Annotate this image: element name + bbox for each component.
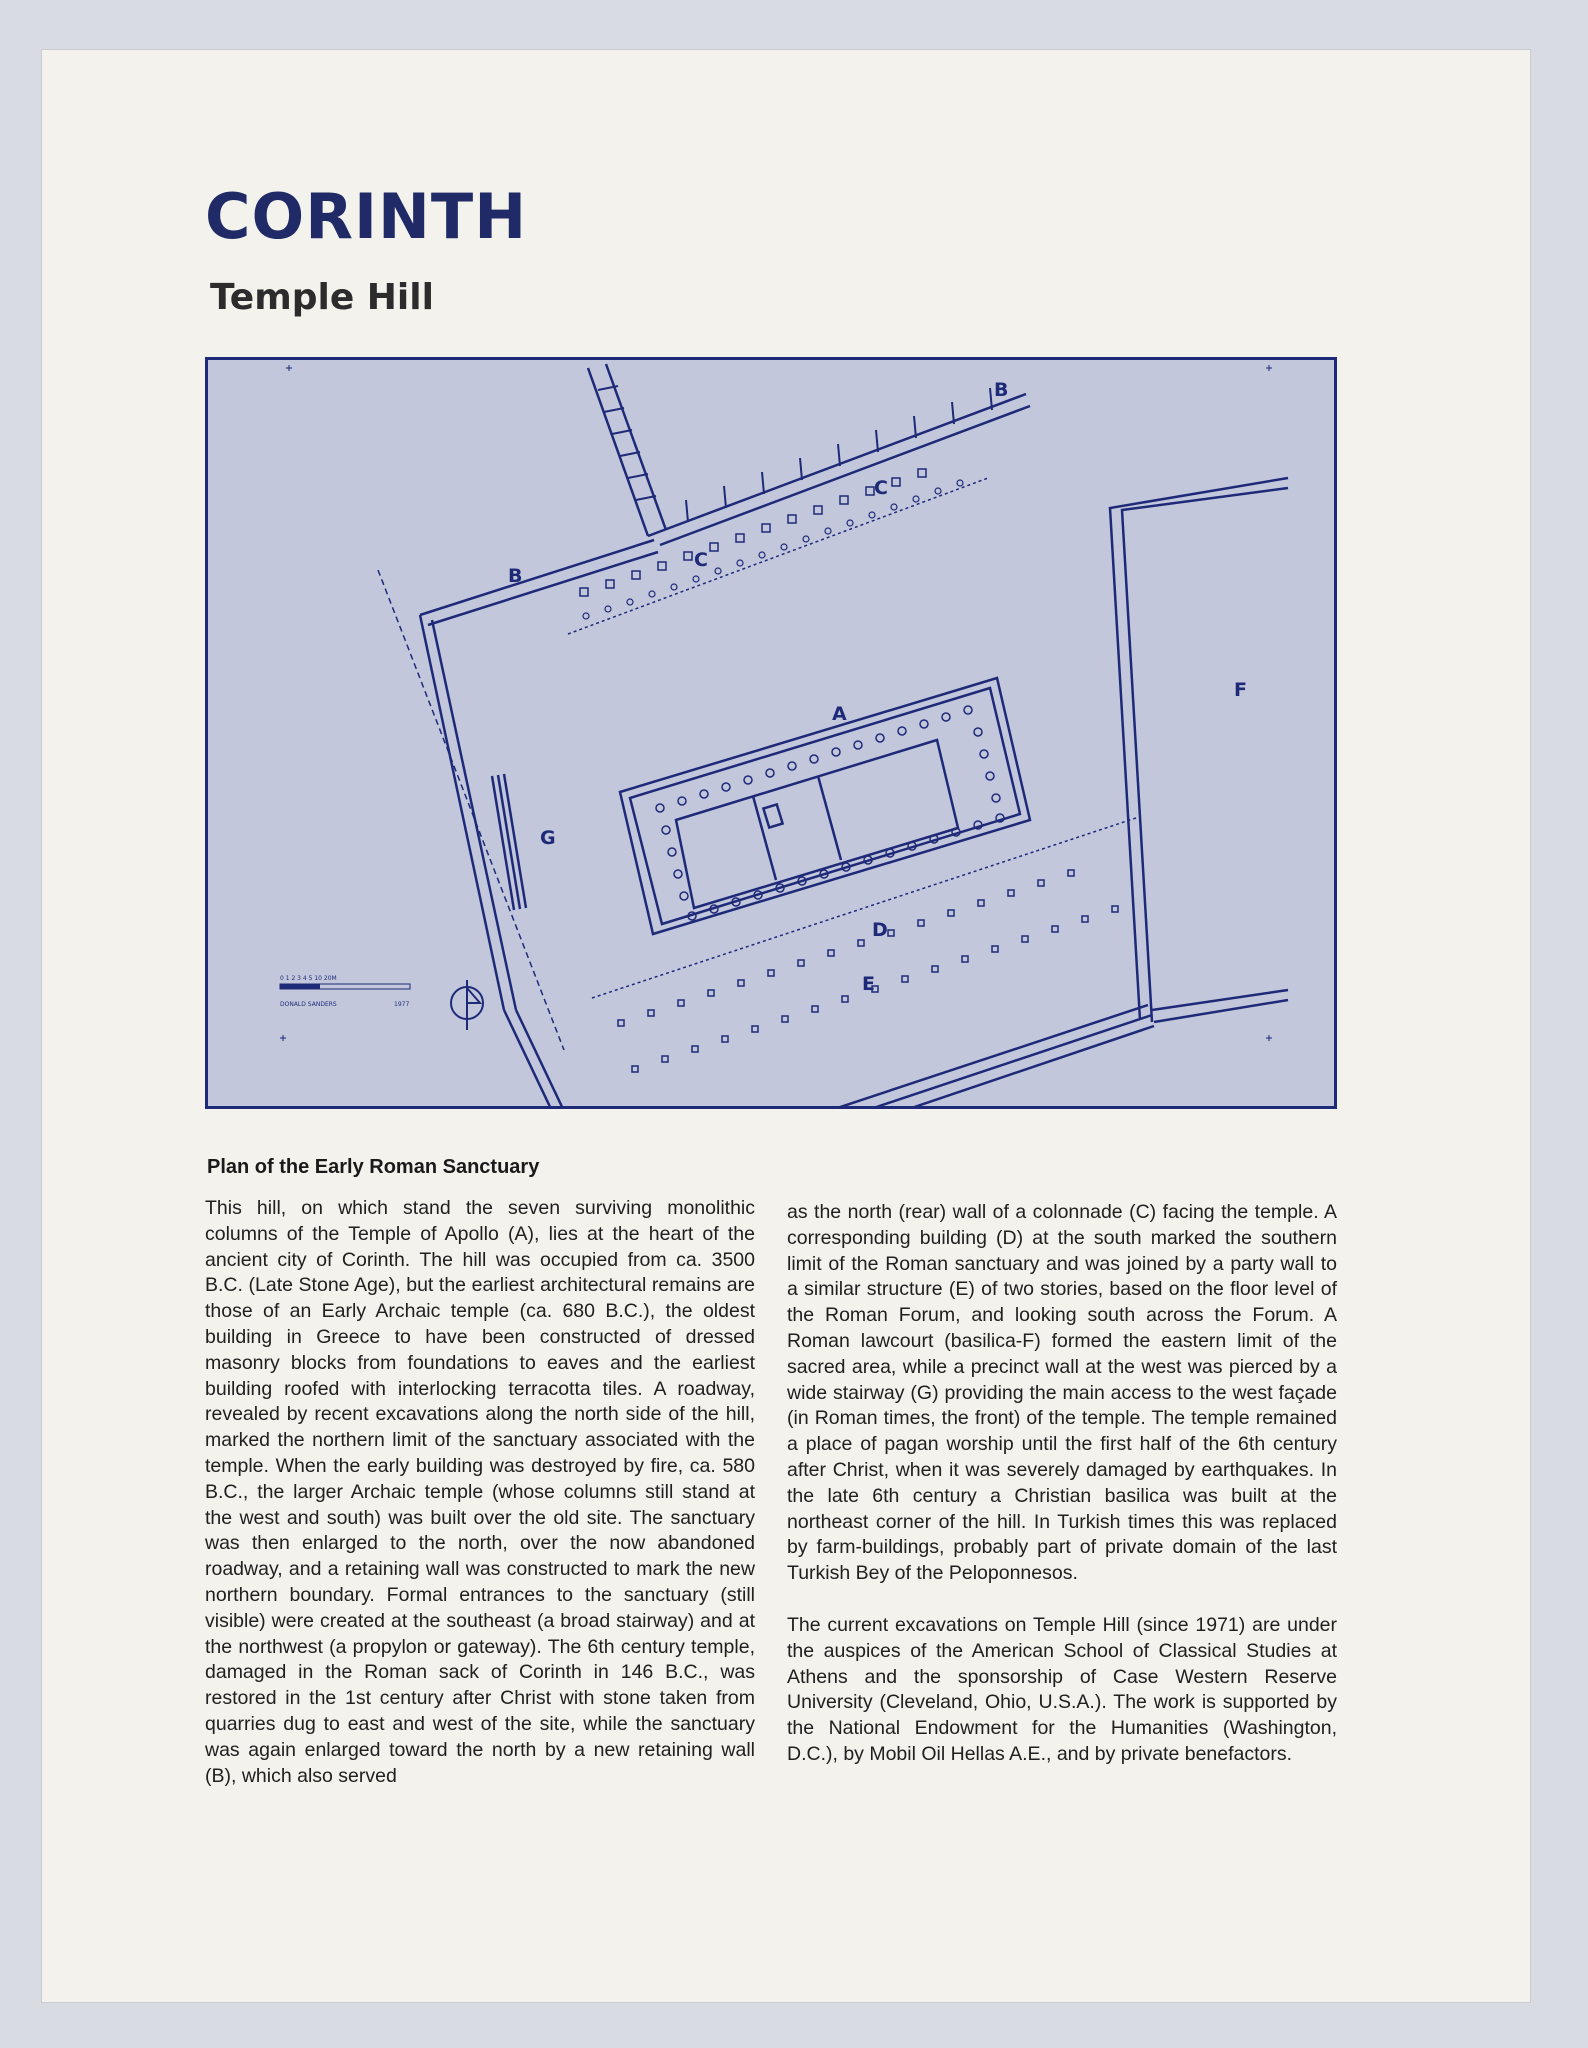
label-c-top: C: [874, 477, 888, 499]
page-title: CORINTH: [205, 180, 528, 253]
label-a: A: [832, 703, 847, 725]
scale-ticks: 0 1 2 3 4 5 10 20M: [280, 975, 337, 982]
label-c-left: C: [694, 549, 708, 571]
label-e: E: [862, 973, 875, 995]
sanctuary-plan: [205, 357, 1337, 1109]
label-b-left: B: [508, 565, 523, 587]
paragraph-history: This hill, on which stand the seven surviving monolithic columns of the Temple of Apollo (A), lies at the heart of the ancient city of Corinth. The hill was occupied from ca. 3500 B.C. (Late Stone Age), but the earliest architectural remains are those of an Early Archaic temple (ca. 680 B.C.), the oldest building in Greece to have been constructed of dressed masonry blocks from foundations to eaves and the earliest building roofed with interlocking terracotta tiles. A roadway, revealed by recent excavations along the north side of the hill, marked the northern limit of the sanctuary associated with the temple. When the early building was destroyed by fire, ca. 580 B.C., the larger Archaic temple (whose columns still stand at the west and south) was built over the old site. The sanctuary was then enlarged to the north, over the now abandoned roadway, and a retaining wall was constructed to mark the new northern boundary. Formal entrances to the sanctuary (still visible) were created at the southeast (a broad stairway) and at the northwest (a propylon or gateway). The 6th century temple, damaged in the Roman sack of Corinth in 146 B.C., was restored in the 1st century after Christ with stone taken from quarries dug to east and west of the site, while the sanctuary was again enlarged toward the north by a new retaining wall (B), which also served: [205, 1197, 755, 1787]
label-d: D: [872, 919, 888, 941]
plan-caption: Plan of the Early Roman Sanctuary: [207, 1156, 540, 1178]
sanctuary-plan-drawing: [208, 360, 1334, 1106]
scale-bar-fill: [280, 984, 320, 989]
north-arrow-icon: [451, 980, 483, 1030]
label-f: F: [1234, 679, 1247, 701]
page-subtitle: Temple Hill: [210, 277, 434, 318]
credit-year: 1977: [394, 1001, 410, 1008]
label-b-top: B: [994, 379, 1009, 401]
credit-name: DONALD SANDERS: [280, 1001, 337, 1008]
paragraph-excavations: The current excavations on Temple Hill (since 1971) are under the auspices of the American School of Classical Studies at Athens and the sponsorship of Case Western Reserve University (Cleveland, Ohio, U.S.A.). The work is supported by the National Endowment for the Humanities (Washington, D.C.), by Mobil Oil Hellas A.E., and by private benefactors.: [787, 1613, 1337, 1765]
text-column-left: [205, 1196, 755, 1815]
paragraph-roman-sanctuary: as the north (rear) wall of a colonnade (C) facing the temple. A corresponding building (D) at the south marked the southern limit of the Roman sanctuary and was joined by a party wall to a similar structure (E) of two stories, based on the floor level of the Roman Forum, and looking south across the Forum. A Roman lawcourt (basilica-F) formed the eastern limit of the sacred area, while a precinct wall at the west was pierced by a wide stairway (G) providing the main access to the west façade (in Roman times, the front) of the temple. The temple remained a place of pagan worship until the first half of the 6th century after Christ, when it was severely damaged by earthquakes. In the late 6th century a Christian basilica was built at the northeast corner of the hill. In Turkish times this was replaced by farm-buildings, probably part of private domain of the last Turkish Bey of the Peloponnesos.: [787, 1201, 1337, 1585]
text-column-right: [787, 1200, 1337, 1794]
label-g: G: [540, 827, 556, 849]
